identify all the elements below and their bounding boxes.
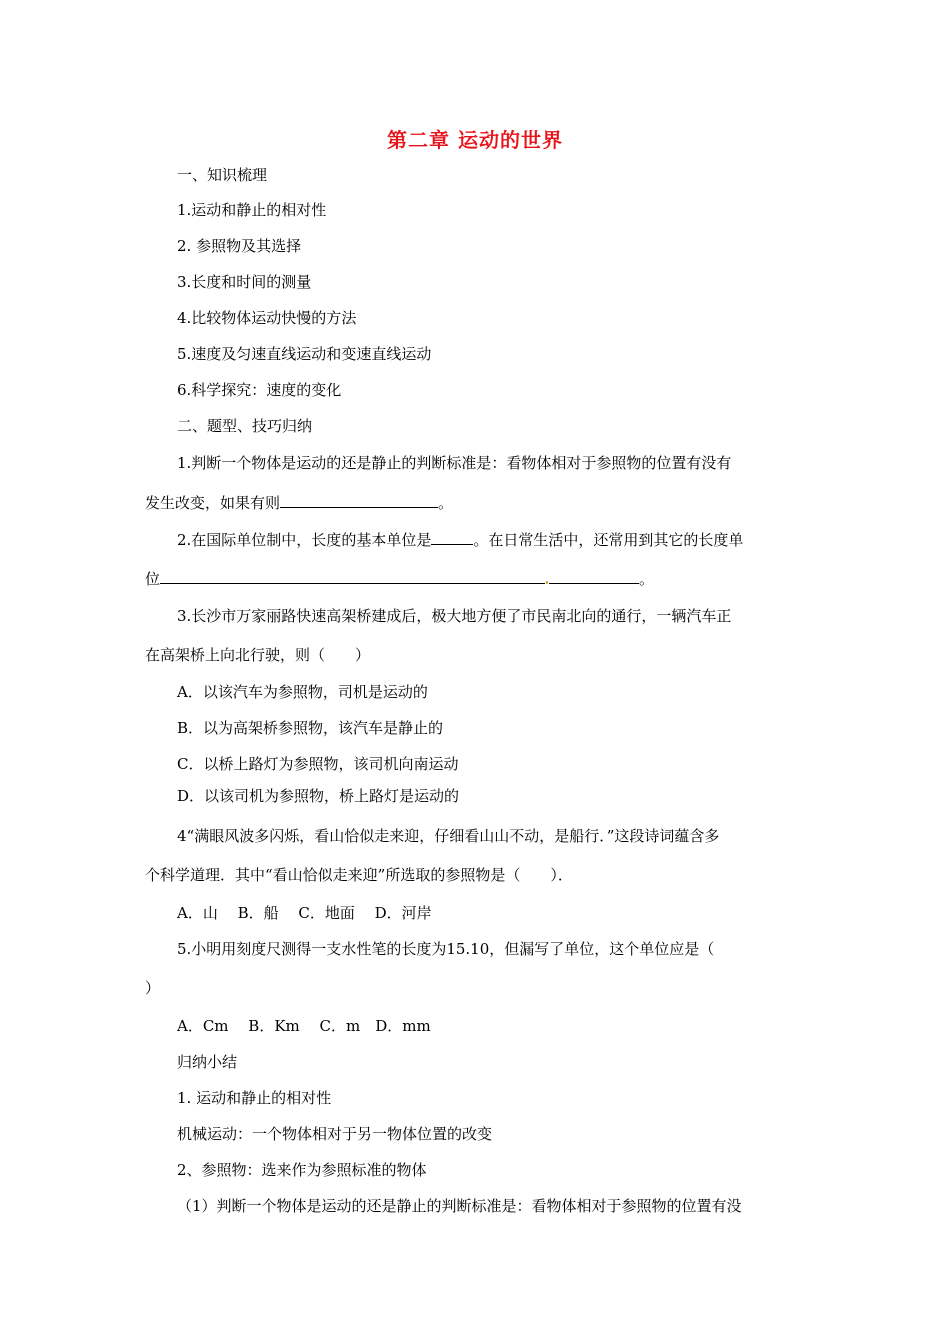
question-2-prefix2: 位 [145,570,161,588]
section-heading-questions: 二、题型、技巧归纳 [177,417,313,435]
question-2-prefix: 2.在国际单位制中，长度的基本单位是 [177,531,432,549]
question-3-option: A．以该汽车为参照物，司机是运动的 [177,683,428,701]
dot-mark [546,581,548,584]
question-2-line2 [145,568,654,589]
question-4-options: A．山 B．船 C．地面 D．河岸 [177,904,432,922]
question-5-line1: 5.小明用刻度尺测得一支水性笔的长度为15.10，但漏写了单位，这个单位应是（ [177,940,715,958]
question-4-line1: 4“满眼风波多闪烁，看山恰似走来迎，仔细看山山不动，是船行．”这段诗词蕴含多 [177,827,720,845]
knowledge-item: 4.比较物体运动快慢的方法 [177,309,357,327]
question-1-prefix: 发生改变，如果有则 [145,494,281,512]
summary-item: 1. 运动和静止的相对性 [177,1089,332,1107]
question-5-options: A．Cm B．Km C．m D．mm [177,1017,431,1035]
knowledge-item: 6.科学探究：速度的变化 [177,381,342,399]
page-title: 第二章 运动的世界 [387,128,563,152]
question-4-line2: 个科学道理．其中“看山恰似走来迎”所选取的参照物是（ ）． [145,866,573,884]
answer-blank[interactable] [280,492,438,508]
question-1-line2 [145,492,453,513]
question-5-line2: ） [145,979,161,997]
question-3-option: D．以该司机为参照物，桥上路灯是运动的 [177,787,460,805]
knowledge-item: 1.运动和静止的相对性 [177,201,327,219]
summary-definition: 机械运动：一个物体相对于另一物体位置的改变 [177,1125,493,1143]
summary-item: 2、参照物：选来作为参照标准的物体 [177,1161,427,1179]
summary-subitem: （1）判断一个物体是运动的还是静止的判断标准是：看物体相对于参照物的位置有没 [177,1197,742,1215]
knowledge-item: 5.速度及匀速直线运动和变速直线运动 [177,345,432,363]
answer-blank[interactable] [431,529,473,545]
question-1-suffix: 。 [438,494,454,512]
question-2-suffix: 。在日常生活中，还常用到其它的长度单 [473,531,744,549]
question-3-line1: 3.长沙市万家丽路快速高架桥建成后，极大地方便了市民南北向的通行，一辆汽车正 [177,607,732,625]
section-heading-knowledge: 一、知识梳理 [177,166,268,184]
answer-blank[interactable] [549,568,639,584]
question-2-line1 [177,529,743,550]
question-2-suffix2: 。 [639,570,655,588]
summary-heading: 归纳小结 [177,1053,238,1071]
knowledge-item: 3.长度和时间的测量 [177,273,312,291]
answer-blank[interactable] [160,568,545,584]
question-3-line2: 在高架桥上向北行驶，则（ ） [145,646,371,664]
knowledge-item: 2. 参照物及其选择 [177,237,302,255]
question-1-line1: 1.判断一个物体是运动的还是静止的判断标准是：看物体相对于参照物的位置有没有 [177,454,732,472]
question-3-option: B．以为高架桥参照物，该汽车是静止的 [177,719,444,737]
question-3-option: C．以桥上路灯为参照物，该司机向南运动 [177,755,459,773]
